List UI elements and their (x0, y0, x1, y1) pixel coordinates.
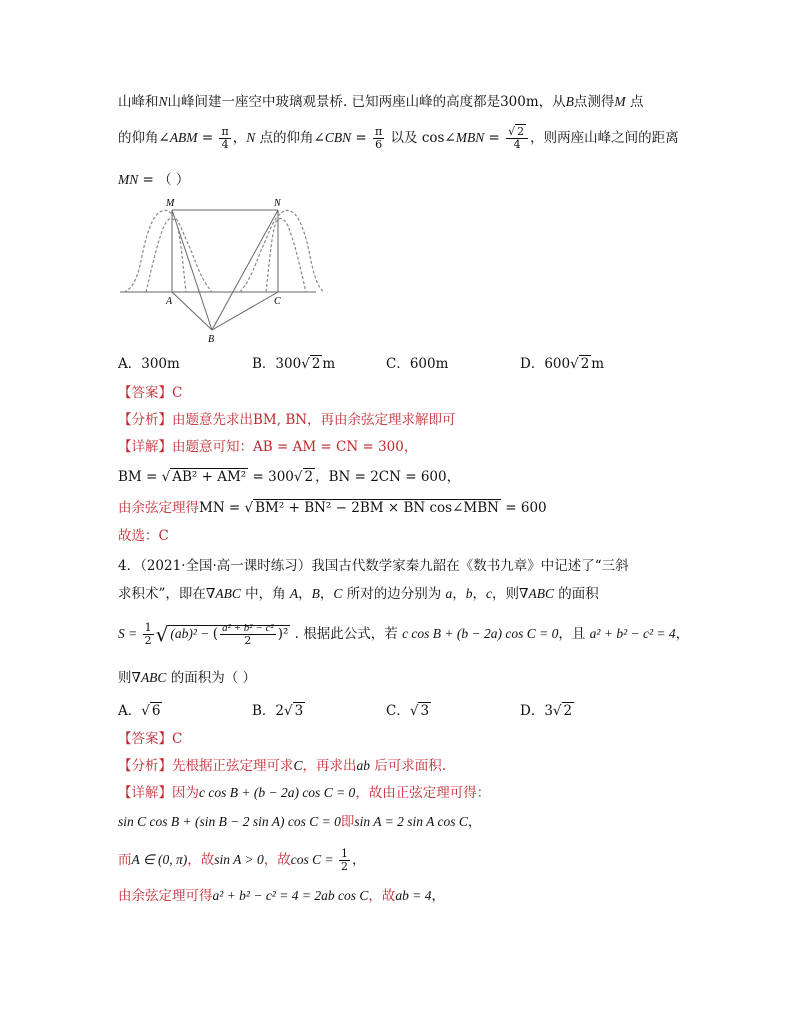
q3-option-b[interactable]: B．300√ 2 m (252, 356, 336, 372)
q4-option-b[interactable]: B．2√ 3 (252, 703, 304, 719)
q4-option-a[interactable]: A．√ 6 (118, 703, 161, 719)
q4-formula-line: S = $\frac{1}{2}$ √ (ab)² − ( $\frac{\text{a² + b² − c²}}{2}$ )² . 根据此公式，若 c cos B + (b − 2a) cos C = 0，且 a² + b² − c² = 4， (118, 621, 690, 647)
q3-detail-2: BM = √ AB² + AM² = 300√ 2 ，BN = 2CN = 600， (118, 469, 461, 485)
fraction-one-half: $\frac{1}{2}$ (144, 621, 152, 647)
q3-answer: 【答案】C (118, 385, 183, 401)
q3-detail-3: 由余弦定理得MN = √ BM² + BN² − 2BM × BN cos∠MBN = 600 (118, 500, 547, 516)
q4-option-c[interactable]: C．√ 3 (386, 703, 430, 719)
q3-option-a[interactable]: A．300m (118, 356, 180, 372)
q4-detail-1: 【详解】因为c cos B + (b − 2a) cos C = 0，故由正弦定理可得： (118, 785, 491, 801)
fraction-root2-over-4: $\frac{√ 2}{4}$ (506, 126, 528, 151)
label-b: B (208, 334, 215, 345)
fraction-one-half-cos: $\frac{1}{2}$ (341, 847, 349, 873)
q4-detail-2: sin C cos B + (sin B − 2 sin A) cos C = 0即sin A = 2 sin A cos C， (118, 814, 482, 830)
q4-stem-line-1: 4．（2021·全国·高一课时练习）我国古代数学家秦九韶在《数书九章》中记述了“三斜 (118, 558, 629, 574)
right-mountain-outline (240, 210, 324, 292)
q4-detail-4: 由余弦定理可得a² + b² − c² = 4 = 2ab cos C，故ab = 4， (118, 888, 445, 904)
left-mountain-outline (124, 210, 212, 292)
right-mountain-inner (266, 219, 306, 292)
q4-detail-3: 而A ∈ (0, π)，故sin A > 0，故cos C = $\frac{1}{2}$ ， (118, 847, 366, 873)
fraction-pi-over-4: $\frac{\pi}{4}$ (221, 125, 229, 151)
q4-option-d[interactable]: D．3√ 2 (520, 703, 573, 719)
q4-analysis: 【分析】先根据正弦定理可求C，再求出ab 后可求面积. (118, 758, 447, 774)
q3-option-d[interactable]: D．600√ 2 m (520, 356, 605, 372)
mountain-bridge-figure (116, 196, 326, 346)
q3-option-c[interactable]: C．600m (386, 356, 449, 372)
q4-stem-line-2: 求积术”，即在∇ABC 中，角 A，B，C 所对的边分别为 a，b，c，则∇ABC 的面积 (118, 586, 599, 602)
q4-answer: 【答案】C (118, 731, 183, 747)
label-c: C (274, 296, 281, 307)
q3-stem-line-2: 的仰角∠ABM = $\frac{\pi}{4}$ ，N 点的仰角∠CBN = $\frac{\pi}{6}$ 以及 cos∠MBN = $\frac{√ 2}{4}$ ，则两座山峰之间的距离 (118, 125, 679, 151)
formula-radicand: (ab)² − ( $\frac{\text{a² + b² − c²}}{2}$ )² (170, 622, 289, 647)
fraction-pi-over-6: $\frac{\pi}{6}$ (375, 125, 383, 151)
label-n: N (274, 198, 281, 209)
q3-analysis: 【分析】由题意先求出BM, BN，再由余弦定理求解即可 (118, 412, 456, 428)
q3-conclusion: 故选：C (118, 528, 169, 544)
q3-detail-1: 【详解】由题意可知：AB = AM = CN = 300， (118, 439, 418, 455)
label-a: A (166, 296, 173, 307)
left-mountain-inner (146, 219, 186, 292)
q3-stem-line-1: 山峰和N山峰间建一座空中玻璃观景桥. 已知两座山峰的高度都是300m，从B点测得M 点 (118, 94, 644, 110)
q3-stem-line-3: MN = （ ） (118, 172, 190, 188)
q4-stem-line-4: 则∇ABC 的面积为（ ） (118, 670, 257, 686)
label-m: M (166, 198, 175, 209)
